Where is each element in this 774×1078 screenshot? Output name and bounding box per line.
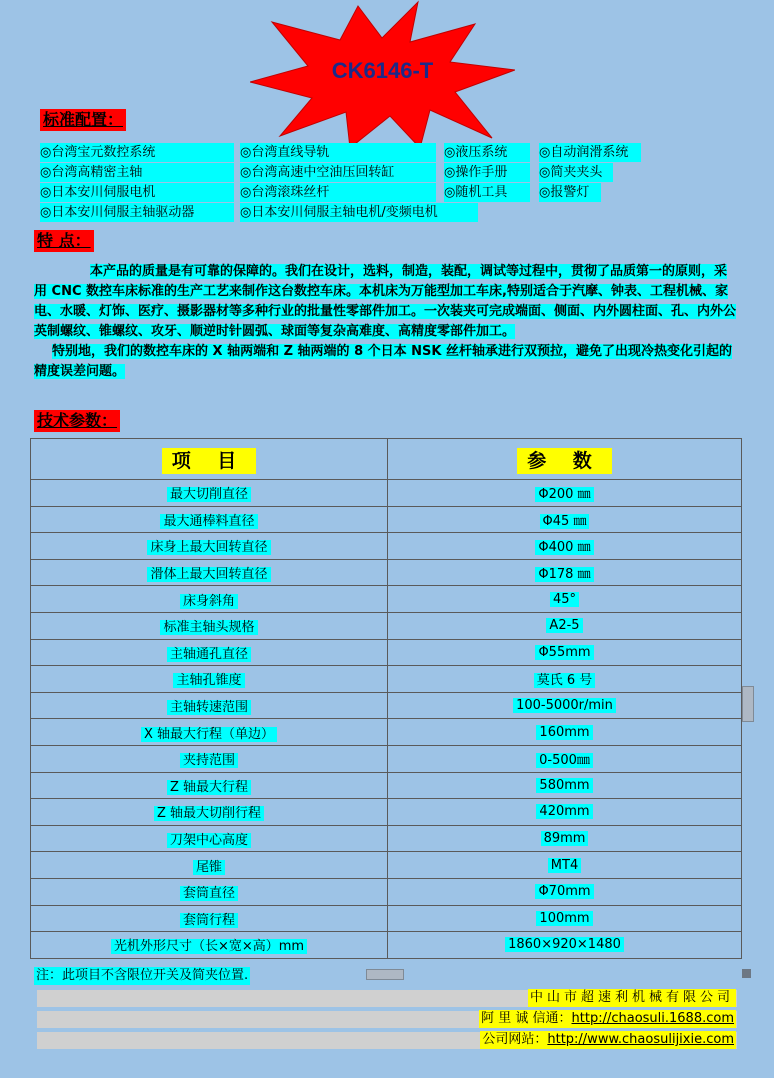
config-item: ◎台湾高速中空油压回转缸	[240, 163, 436, 182]
spec-value-cell: Φ45 ㎜	[388, 506, 742, 533]
config-item: ◎日本安川伺服电机	[40, 183, 234, 202]
spec-value-cell: 100mm	[388, 905, 742, 932]
tech-params-heading: 技术参数：	[34, 410, 120, 432]
col-header-param: 参 数	[388, 439, 742, 480]
spec-value-cell: 莫氏 6 号	[388, 666, 742, 693]
spec-value-cell: MT4	[388, 852, 742, 879]
spec-item-cell: 主轴通孔直径	[31, 639, 388, 666]
spec-value-cell: Φ400 ㎜	[388, 533, 742, 560]
spec-value-cell: Φ55mm	[388, 639, 742, 666]
features-body	[34, 262, 736, 382]
table-row	[31, 533, 742, 560]
table-add-row-handle[interactable]	[366, 969, 404, 980]
website-link[interactable]: http://www.chaosulijixie.com	[547, 1032, 734, 1047]
table-row	[31, 719, 742, 746]
features-heading: 特 点：	[34, 230, 94, 252]
spec-item-cell: 主轴转速范围	[31, 692, 388, 719]
table-resize-handle[interactable]	[742, 686, 754, 722]
spec-item-cell: 夹持范围	[31, 745, 388, 772]
spec-item-cell: Z 轴最大切削行程	[31, 799, 388, 826]
table-row	[31, 586, 742, 613]
note-text: 注：此项目不含限位开关及简夹位置.	[36, 968, 249, 983]
config-item: ◎报警灯	[539, 183, 601, 202]
config-item: ◎随机工具	[444, 183, 530, 202]
spec-item-cell: 主轴孔锥度	[31, 666, 388, 693]
config-item: ◎操作手册	[444, 163, 530, 182]
table-row	[31, 878, 742, 905]
spec-value-cell: 1860×920×1480	[388, 932, 742, 959]
spec-value-cell: 100-5000r/min	[388, 692, 742, 719]
features-paragraph-2: 特别地，我们的数控车床的 X 轴两端和 Z 轴两端的 8 个日本 NSK 丝杆轴承进行双预拉，避免了出现冷热变化引起的精度误差问题。	[34, 344, 733, 379]
config-item: ◎简夹夹头	[539, 163, 613, 182]
spec-item-cell: 滑体上最大回转直径	[31, 559, 388, 586]
table-row	[31, 506, 742, 533]
spec-item-cell: 标准主轴头规格	[31, 612, 388, 639]
product-model-title: CK6146-T	[331, 58, 434, 83]
website-line	[480, 1031, 736, 1049]
spec-value-cell: 580mm	[388, 772, 742, 799]
table-row	[31, 852, 742, 879]
spec-value-cell: 89mm	[388, 825, 742, 852]
config-item: ◎台湾高精密主轴	[40, 163, 234, 182]
table-row	[31, 799, 742, 826]
standard-config-heading: 标准配置：	[40, 109, 126, 131]
col-header-item: 项 目	[31, 439, 388, 480]
table-row	[31, 745, 742, 772]
spec-value-cell: 45°	[388, 586, 742, 613]
config-item: ◎台湾滚珠丝杆	[240, 183, 436, 202]
features-paragraph-1: 本产品的质量是有可靠的保障的。我们在设计，选料，制造，装配，调试等过程中，贯彻了品质第一的原则，采用 CNC 数控车床标准的生产工艺来制作这台数控车床。本机床为万能型加工车床,特别适合于汽摩、钟表、工程机械、家电、水暖、灯饰、医疗、摄影器材等多种行业的批量性零部件加工。一次装夹可完成端面、侧面、内外圆柱面、孔、内外公英制螺纹、锥螺纹、攻牙、顺逆时针圆弧、球面等复杂高难度、高精度零部件加工。	[34, 264, 737, 339]
spec-item-cell: 最大通棒料直径	[31, 506, 388, 533]
spec-item-cell: Z 轴最大行程	[31, 772, 388, 799]
table-row	[31, 480, 742, 507]
alibaba-link[interactable]: http://chaosuli.1688.com	[571, 1011, 734, 1026]
spec-value-cell: A2-5	[388, 612, 742, 639]
config-item: ◎液压系统	[444, 143, 530, 162]
table-row	[31, 772, 742, 799]
table-corner-handle[interactable]	[742, 969, 751, 978]
spec-item-cell: 床身上最大回转直径	[31, 533, 388, 560]
table-row	[31, 639, 742, 666]
table-row	[31, 666, 742, 693]
spec-item-cell: 光机外形尺寸（长×宽×高）mm	[31, 932, 388, 959]
alibaba-line	[479, 1010, 736, 1028]
table-row	[31, 612, 742, 639]
config-item: ◎日本安川伺服主轴电机/变频电机	[240, 203, 478, 222]
config-item: ◎台湾宝元数控系统	[40, 143, 234, 162]
alibaba-label: 阿 里 诚 信通：	[481, 1011, 572, 1026]
company-name: 中山市超速利机械有限公司	[529, 990, 734, 1005]
table-row	[31, 905, 742, 932]
config-item: ◎自动润滑系统	[539, 143, 641, 162]
table-row	[31, 559, 742, 586]
spec-value-cell: 420mm	[388, 799, 742, 826]
config-item: ◎台湾直线导轨	[240, 143, 436, 162]
spec-value-cell: Φ178 ㎜	[388, 559, 742, 586]
website-label: 公司网站：	[482, 1032, 548, 1047]
spec-value-cell: 0-500㎜	[388, 745, 742, 772]
table-row	[31, 692, 742, 719]
spec-value-cell: 160mm	[388, 719, 742, 746]
spec-item-cell: 床身斜角	[31, 586, 388, 613]
spec-value-cell: Φ200 ㎜	[388, 480, 742, 507]
spec-item-cell: 最大切削直径	[31, 480, 388, 507]
spec-table	[30, 438, 742, 959]
spec-item-cell: 套筒行程	[31, 905, 388, 932]
config-item: ◎日本安川伺服主轴驱动器	[40, 203, 234, 222]
spec-item-cell: 套筒直径	[31, 878, 388, 905]
table-row	[31, 825, 742, 852]
spec-item-cell: 刀架中心高度	[31, 825, 388, 852]
spec-item-cell: 尾锥	[31, 852, 388, 879]
spec-value-cell: Φ70mm	[388, 878, 742, 905]
spec-item-cell: X 轴最大行程（单边）	[31, 719, 388, 746]
table-row	[31, 932, 742, 959]
spec-table-header	[31, 439, 742, 480]
